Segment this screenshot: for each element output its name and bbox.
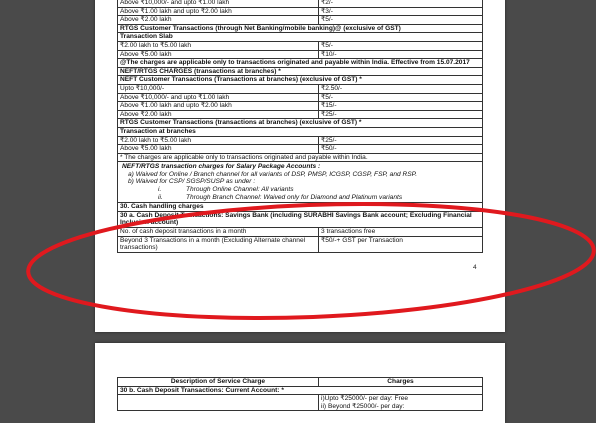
table-row	[118, 16, 483, 25]
rtgs-online-row-charge: ₹5/-	[319, 41, 483, 50]
rtgs-online-row-description: ₹2.00 lakh to ₹5.00 lakh	[118, 41, 319, 50]
neft-online-row-charge: ₹2/-	[319, 0, 483, 7]
cash-deposit-row-description: Beyond 3 Transactions in a month (Excluding Alternate channel transactions)	[118, 236, 319, 252]
cash-deposit-current-title: 30 b. Cash Deposit Transactions: Current Account: *	[118, 386, 483, 395]
table-row	[118, 93, 483, 102]
table-row	[118, 50, 483, 59]
cash-deposit-row-charge: 3 transactions free	[319, 228, 483, 237]
rtgs-branch-row-charge: ₹50/-	[319, 145, 483, 154]
document-page-1	[95, 0, 505, 332]
salary-item-b: b) Waived for CSP/ SGSP/SUSP as under :	[128, 178, 256, 186]
table-cell-empty	[118, 395, 319, 411]
cash-deposit-row-description: No. of cash deposit transactions in a month	[118, 228, 319, 237]
cash-deposit-row-charge: ₹50/-+ GST per Transaction	[319, 236, 483, 252]
salary-item-i-text: Through Online Channel: All variants	[186, 186, 294, 194]
table-row	[118, 145, 483, 154]
salary-item-ii-text: Through Branch Channel: Waived only for Diamond and Platinum variants	[186, 193, 403, 201]
column-header-description: Description of Service Charge	[118, 378, 319, 387]
rtgs-online-row-description: Above ₹5.00 lakh	[118, 50, 319, 59]
charge-line: ii) Beyond ₹25000/- per day:	[321, 402, 405, 410]
salary-item-i-number: i.	[158, 186, 162, 194]
neft-branch-row-description: Above ₹2.00 lakh	[118, 110, 319, 119]
service-charges-table	[117, 0, 483, 253]
table-row	[118, 84, 483, 93]
neft-branch-row-charge: ₹2.50/-	[319, 84, 483, 93]
neft-online-row-charge: ₹3/-	[319, 7, 483, 16]
neft-online-row-description: Above ₹10,000/- and upto ₹1.00 lakh	[118, 0, 319, 7]
rtgs-net-slab-label: Transaction Slab	[118, 33, 483, 42]
column-header-charges: Charges	[319, 378, 483, 387]
neft-branch-row-description: Upto ₹10,000/-	[118, 84, 319, 93]
service-charges-table-continued	[117, 377, 483, 411]
neft-branch-row-charge: ₹15/-	[319, 102, 483, 111]
table-row	[118, 136, 483, 145]
neft-online-row-description: Above ₹2.00 lakh	[118, 16, 319, 25]
document-page-2	[95, 343, 505, 423]
salary-item-ii-number: ii.	[158, 193, 163, 201]
charge-line: i)Upto ₹25000/- per day: Free	[321, 395, 409, 403]
table-row	[118, 102, 483, 111]
page-number: 4	[473, 264, 477, 271]
branch-note: * The charges are applicable only to transactions originated and payable within India.	[118, 153, 483, 162]
current-account-charges	[319, 395, 483, 411]
rtgs-branch-row-description: Above ₹5.00 lakh	[118, 145, 319, 154]
rtgs-branch-row-description: ₹2.00 lakh to ₹5.00 lakh	[118, 136, 319, 145]
rtgs-branch-title: RTGS Customer Transactions (transactions at branches) (exclusive of GST) *	[118, 119, 483, 128]
cash-handling-title: 30. Cash handling charges	[118, 203, 483, 212]
salary-item-ii	[122, 194, 480, 202]
cash-deposit-savings-title: 30 a. Cash Deposit Transactions: Savings Bank (including SURABHI Savings Bank account; Excluding Financial Inclusion account)	[118, 211, 483, 227]
neft-online-row-charge: ₹5/-	[319, 16, 483, 25]
table-row	[118, 228, 483, 237]
table-row	[118, 110, 483, 119]
table-row	[118, 0, 483, 7]
neft-online-row-description: Above ₹1.00 lakh and upto ₹2.00 lakh	[118, 7, 319, 16]
salary-title: NEFT/RTGS transaction charges for Salary Package Accounts :	[122, 163, 321, 171]
salary-item-i	[122, 186, 480, 194]
neft-branch-row-charge: ₹25/-	[319, 110, 483, 119]
rtgs-branch-row-charge: ₹25/-	[319, 136, 483, 145]
table-row	[118, 236, 483, 252]
rtgs-net-title: RTGS Customer Transactions (through Net Banking/mobile banking)@ (exclusive of GST)	[118, 24, 483, 33]
neft-branch-row-description: Above ₹1.00 lakh and upto ₹2.00 lakh	[118, 102, 319, 111]
rtgs-note: @The charges are applicable only to transactions originated and payable within India. Effective from 15.07.2017	[118, 59, 483, 68]
neft-branch-row-charge: ₹5/-	[319, 93, 483, 102]
neft-branch-row-description: Above ₹10,000/- and upto ₹1.00 lakh	[118, 93, 319, 102]
neft-branch-charges-title: NEFT/RTGS CHARGES (transactions at branches) *	[118, 67, 483, 76]
rtgs-online-row-charge: ₹10/-	[319, 50, 483, 59]
table-row	[118, 41, 483, 50]
rtgs-branch-slab-label: Transaction at branches	[118, 127, 483, 136]
salary-item-a: a) Waived for Online / Branch channel for all variants of DSP, PMSP, ICGSP, CGSP, FSP, and RSP.	[128, 170, 418, 178]
salary-package-block	[118, 162, 483, 203]
table-row	[118, 7, 483, 16]
neft-branch-title: NEFT Customer Transactions (Transactions at branches) (exclusive of GST) *	[118, 76, 483, 85]
